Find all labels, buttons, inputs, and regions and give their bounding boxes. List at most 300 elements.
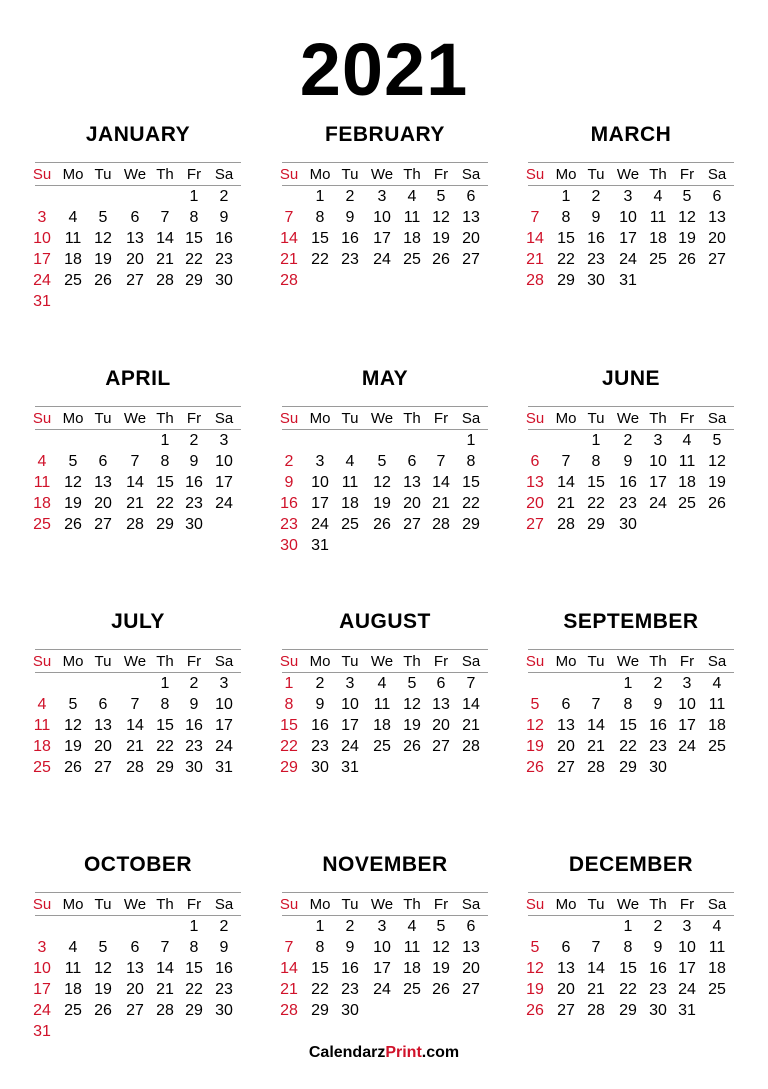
day-cell: 16: [185, 474, 203, 491]
weekday-th: Th: [649, 896, 667, 913]
week-row: [35, 979, 241, 1000]
week-row: [528, 493, 734, 514]
day-cell: 20: [432, 717, 450, 734]
day-cell: 9: [623, 453, 633, 470]
day-cell: 24: [678, 738, 696, 755]
day-cell: 28: [126, 516, 144, 533]
week-row: [35, 736, 241, 757]
day-cell: 5: [436, 188, 446, 205]
day-cell: 8: [623, 696, 633, 713]
day-cell: 22: [619, 738, 637, 755]
day-cell: 3: [219, 432, 229, 449]
day-cell: 30: [649, 1002, 667, 1019]
weekday-sa: Sa: [707, 653, 727, 670]
week-row: [35, 291, 241, 312]
day-cell: 2: [591, 188, 601, 205]
day-cell: 25: [64, 272, 82, 289]
divider: [35, 892, 241, 893]
day-cell: 4: [407, 188, 417, 205]
day-cell: 17: [311, 495, 329, 512]
day-cell: 9: [345, 209, 355, 226]
day-cell: 24: [215, 738, 233, 755]
day-cell: 21: [156, 251, 174, 268]
day-cell-sunday: 17: [33, 981, 51, 998]
day-cell: 26: [708, 495, 726, 512]
day-cell-sunday: 16: [280, 495, 298, 512]
day-cell: 6: [407, 453, 417, 470]
day-cell: 6: [130, 209, 140, 226]
day-cell-sunday: 12: [526, 960, 544, 977]
weekday-we: We: [123, 410, 147, 427]
weekday-header: [279, 164, 488, 185]
weekday-sa: Sa: [707, 410, 727, 427]
week-row: [528, 186, 734, 207]
day-cell: 21: [557, 495, 575, 512]
day-cell: 14: [462, 696, 480, 713]
weekday-header: [525, 651, 734, 672]
day-cell: 27: [708, 251, 726, 268]
weekday-th: Th: [156, 896, 174, 913]
weekday-tu: Tu: [341, 653, 359, 670]
day-cell: 16: [649, 717, 667, 734]
day-cell: 17: [215, 474, 233, 491]
month-september: [525, 609, 734, 809]
day-cell: 30: [649, 759, 667, 776]
day-cell: 3: [377, 188, 387, 205]
week-row: [282, 736, 488, 757]
day-cell: 25: [708, 738, 726, 755]
divider: [282, 406, 488, 407]
week-row: [528, 1000, 734, 1021]
day-cell: 21: [156, 981, 174, 998]
day-cell-sunday: 24: [33, 272, 51, 289]
day-cell: 20: [557, 981, 575, 998]
day-cell: 20: [462, 230, 480, 247]
day-cell-sunday: 13: [526, 474, 544, 491]
day-cell: 28: [432, 516, 450, 533]
day-cell: 20: [126, 981, 144, 998]
day-cell: 27: [94, 759, 112, 776]
day-cell: 22: [619, 981, 637, 998]
day-cell: 12: [403, 696, 421, 713]
weekday-tu: Tu: [587, 896, 605, 913]
day-cell: 15: [185, 960, 203, 977]
day-cell: 22: [185, 251, 203, 268]
day-cell: 4: [377, 675, 387, 692]
day-cell: 19: [432, 960, 450, 977]
day-cell: 13: [462, 209, 480, 226]
weekday-tu: Tu: [587, 410, 605, 427]
month-name: NOVEMBER: [322, 853, 448, 876]
day-cell: 19: [403, 717, 421, 734]
week-row: [35, 757, 241, 778]
day-cell-sunday: 10: [33, 230, 51, 247]
weekday-fr: Fr: [186, 166, 202, 183]
week-row: [282, 916, 488, 937]
day-cell-sunday: 6: [530, 453, 540, 470]
day-cell: 5: [407, 675, 417, 692]
week-row: [528, 451, 734, 472]
month-name: MARCH: [590, 123, 672, 146]
day-cell: 2: [653, 918, 663, 935]
day-cell: 14: [432, 474, 450, 491]
day-cell: 15: [185, 230, 203, 247]
month-november: [279, 852, 488, 1052]
week-row: [35, 514, 241, 535]
weekday-mo: Mo: [555, 653, 577, 670]
day-cell: 20: [94, 738, 112, 755]
weekday-sa: Sa: [461, 166, 481, 183]
weekday-sa: Sa: [214, 166, 234, 183]
day-cell: 4: [712, 675, 722, 692]
weekday-su: Su: [525, 410, 545, 427]
day-cell: 13: [403, 474, 421, 491]
week-row: [35, 430, 241, 451]
day-cell: 6: [561, 939, 571, 956]
day-cell: 4: [68, 209, 78, 226]
day-cell: 4: [712, 918, 722, 935]
divider: [528, 649, 734, 650]
day-cell: 14: [557, 474, 575, 491]
day-cell-sunday: 14: [280, 230, 298, 247]
weekday-sa: Sa: [461, 653, 481, 670]
weekday-fr: Fr: [679, 166, 695, 183]
month-name: FEBRUARY: [325, 123, 445, 146]
day-cell: 17: [678, 717, 696, 734]
week-row: [282, 979, 488, 1000]
day-cell: 26: [432, 981, 450, 998]
week-row: [282, 535, 488, 556]
day-cell: 26: [94, 1002, 112, 1019]
day-cell-sunday: 12: [526, 717, 544, 734]
day-cell-sunday: 31: [33, 1023, 51, 1040]
day-cell: 12: [373, 474, 391, 491]
day-cell: 18: [403, 230, 421, 247]
day-cell: 11: [373, 696, 391, 713]
day-cell-sunday: 21: [280, 981, 298, 998]
weekday-th: Th: [403, 166, 421, 183]
weekday-su: Su: [525, 896, 545, 913]
day-cell: 22: [462, 495, 480, 512]
divider: [35, 649, 241, 650]
week-row: [35, 493, 241, 514]
day-cell: 12: [432, 209, 450, 226]
day-cell: 28: [557, 516, 575, 533]
divider: [35, 162, 241, 163]
day-cell-sunday: 3: [37, 209, 47, 226]
day-cell: 27: [403, 516, 421, 533]
day-cell: 23: [587, 251, 605, 268]
weekday-fr: Fr: [433, 653, 449, 670]
day-cell: 28: [126, 759, 144, 776]
day-cell: 12: [678, 209, 696, 226]
day-cell: 29: [557, 272, 575, 289]
week-row: [528, 673, 734, 694]
day-cell-sunday: 17: [33, 251, 51, 268]
day-cell: 2: [345, 188, 355, 205]
day-cell-sunday: 21: [526, 251, 544, 268]
day-cell-sunday: 18: [33, 738, 51, 755]
day-cell: 24: [311, 516, 329, 533]
day-cell: 1: [315, 188, 325, 205]
day-cell: 28: [156, 1002, 174, 1019]
year-title: 2021: [299, 28, 469, 111]
day-cell-sunday: 7: [284, 209, 294, 226]
day-cell: 12: [64, 717, 82, 734]
day-cell: 12: [94, 230, 112, 247]
weekday-mo: Mo: [309, 166, 331, 183]
day-cell: 19: [94, 251, 112, 268]
day-cell: 11: [403, 209, 421, 226]
weekday-header: [32, 164, 241, 185]
day-cell: 8: [160, 453, 170, 470]
day-cell: 12: [94, 960, 112, 977]
day-cell-sunday: 23: [280, 516, 298, 533]
day-cell-sunday: 18: [33, 495, 51, 512]
day-cell-sunday: 10: [33, 960, 51, 977]
month-name: AUGUST: [339, 610, 431, 633]
week-row: [528, 757, 734, 778]
day-cell: 5: [712, 432, 722, 449]
weekday-th: Th: [403, 896, 421, 913]
day-cell: 1: [591, 432, 601, 449]
weekday-mo: Mo: [309, 410, 331, 427]
day-cell: 31: [341, 759, 359, 776]
week-row: [35, 451, 241, 472]
day-cell: 17: [678, 960, 696, 977]
day-cell: 10: [619, 209, 637, 226]
day-cell: 26: [94, 272, 112, 289]
week-row: [35, 916, 241, 937]
divider: [282, 162, 488, 163]
day-cell: 10: [311, 474, 329, 491]
day-cell: 23: [341, 251, 359, 268]
day-cell: 3: [653, 432, 663, 449]
week-row: [35, 207, 241, 228]
day-cell: 29: [185, 272, 203, 289]
day-cell: 13: [432, 696, 450, 713]
day-cell: 18: [341, 495, 359, 512]
week-row: [282, 937, 488, 958]
day-cell: 4: [68, 939, 78, 956]
day-cell-sunday: 3: [37, 939, 47, 956]
divider: [528, 406, 734, 407]
weekday-th: Th: [403, 410, 421, 427]
day-cell: 27: [432, 738, 450, 755]
week-row: [528, 715, 734, 736]
day-cell: 27: [126, 1002, 144, 1019]
week-row: [282, 757, 488, 778]
day-cell: 23: [619, 495, 637, 512]
week-row: [35, 228, 241, 249]
day-cell: 14: [126, 717, 144, 734]
day-cell: 30: [587, 272, 605, 289]
day-cell: 2: [623, 432, 633, 449]
day-cell: 20: [708, 230, 726, 247]
day-cell: 18: [64, 981, 82, 998]
day-cell: 15: [619, 717, 637, 734]
day-cell: 15: [462, 474, 480, 491]
day-cell: 7: [591, 696, 601, 713]
weekday-th: Th: [649, 410, 667, 427]
week-row: [282, 207, 488, 228]
day-cell: 27: [462, 251, 480, 268]
day-cell: 19: [64, 738, 82, 755]
day-cell: 24: [678, 981, 696, 998]
week-row: [282, 270, 488, 291]
day-cell: 24: [649, 495, 667, 512]
day-cell-sunday: 1: [284, 675, 294, 692]
day-cell: 27: [462, 981, 480, 998]
day-cell: 7: [466, 675, 476, 692]
weekday-header: [525, 164, 734, 185]
week-row: [282, 673, 488, 694]
day-cell: 21: [432, 495, 450, 512]
day-cell: 8: [189, 209, 199, 226]
day-cell: 17: [341, 717, 359, 734]
weekday-th: Th: [156, 410, 174, 427]
day-cell: 27: [557, 1002, 575, 1019]
weekday-th: Th: [649, 653, 667, 670]
month-june: [525, 366, 734, 566]
day-cell-sunday: 4: [37, 696, 47, 713]
day-cell: 22: [311, 251, 329, 268]
day-cell: 14: [156, 230, 174, 247]
day-cell: 25: [403, 251, 421, 268]
day-cell: 7: [130, 696, 140, 713]
weekday-fr: Fr: [433, 896, 449, 913]
week-row: [35, 186, 241, 207]
day-cell-sunday: 5: [530, 939, 540, 956]
day-cell: 30: [311, 759, 329, 776]
day-cell: 21: [587, 981, 605, 998]
day-cell: 11: [678, 453, 696, 470]
weekday-mo: Mo: [309, 896, 331, 913]
month-name: JULY: [111, 610, 165, 633]
weekday-fr: Fr: [679, 653, 695, 670]
month-name: JUNE: [601, 367, 661, 390]
day-cell: 21: [462, 717, 480, 734]
day-cell: 21: [587, 738, 605, 755]
weekday-tu: Tu: [94, 410, 112, 427]
day-cell: 3: [377, 918, 387, 935]
day-cell: 29: [156, 759, 174, 776]
day-cell: 5: [68, 696, 78, 713]
week-row: [282, 472, 488, 493]
day-cell: 23: [341, 981, 359, 998]
week-row: [282, 1000, 488, 1021]
day-cell: 15: [619, 960, 637, 977]
day-cell: 15: [557, 230, 575, 247]
day-cell: 27: [94, 516, 112, 533]
weekday-we: We: [616, 166, 640, 183]
day-cell: 9: [189, 696, 199, 713]
day-cell: 17: [649, 474, 667, 491]
day-cell: 23: [311, 738, 329, 755]
day-cell-sunday: 15: [280, 717, 298, 734]
month-name: JANUARY: [85, 123, 191, 146]
day-cell: 30: [341, 1002, 359, 1019]
week-row: [528, 430, 734, 451]
weekday-we: We: [123, 166, 147, 183]
day-cell: 1: [623, 918, 633, 935]
day-cell: 9: [653, 696, 663, 713]
week-row: [282, 715, 488, 736]
day-cell: 25: [678, 495, 696, 512]
day-cell: 23: [215, 251, 233, 268]
day-cell: 19: [373, 495, 391, 512]
day-cell: 8: [591, 453, 601, 470]
week-row: [282, 451, 488, 472]
weekday-we: We: [616, 410, 640, 427]
day-cell: 5: [68, 453, 78, 470]
day-cell-sunday: 25: [33, 759, 51, 776]
day-cell: 8: [315, 209, 325, 226]
weekday-th: Th: [649, 166, 667, 183]
day-cell: 14: [587, 960, 605, 977]
weekday-we: We: [370, 410, 394, 427]
day-cell-sunday: 5: [530, 696, 540, 713]
day-cell: 6: [466, 188, 476, 205]
weekday-header: [279, 651, 488, 672]
week-row: [282, 228, 488, 249]
divider: [282, 649, 488, 650]
week-row: [528, 228, 734, 249]
day-cell: 11: [708, 696, 726, 713]
weekday-header: [279, 894, 488, 915]
weekday-su: Su: [279, 653, 299, 670]
weekday-tu: Tu: [587, 653, 605, 670]
day-cell: 8: [466, 453, 476, 470]
week-row: [528, 472, 734, 493]
day-cell: 6: [436, 675, 446, 692]
day-cell: 7: [591, 939, 601, 956]
day-cell: 1: [189, 918, 199, 935]
day-cell-sunday: 20: [526, 495, 544, 512]
site-credit-prefix: Calendarz: [308, 1044, 386, 1061]
day-cell: 7: [130, 453, 140, 470]
weekday-fr: Fr: [186, 410, 202, 427]
day-cell: 28: [587, 1002, 605, 1019]
day-cell: 1: [160, 675, 170, 692]
day-cell: 18: [678, 474, 696, 491]
day-cell: 15: [311, 960, 329, 977]
month-december: [525, 852, 734, 1052]
day-cell: 4: [345, 453, 355, 470]
week-row: [282, 514, 488, 535]
month-march: [525, 122, 734, 322]
day-cell: 3: [682, 675, 692, 692]
day-cell: 25: [649, 251, 667, 268]
day-cell: 1: [466, 432, 476, 449]
day-cell: 16: [649, 960, 667, 977]
day-cell: 9: [315, 696, 325, 713]
weekday-mo: Mo: [555, 896, 577, 913]
day-cell: 7: [160, 209, 170, 226]
day-cell: 22: [587, 495, 605, 512]
day-cell: 17: [373, 230, 391, 247]
day-cell: 2: [219, 188, 229, 205]
day-cell: 8: [561, 209, 571, 226]
week-row: [528, 937, 734, 958]
week-row: [528, 979, 734, 1000]
weekday-tu: Tu: [341, 410, 359, 427]
month-may: [279, 366, 488, 566]
week-row: [282, 430, 488, 451]
day-cell: 9: [591, 209, 601, 226]
week-row: [528, 207, 734, 228]
weekday-sa: Sa: [461, 896, 481, 913]
